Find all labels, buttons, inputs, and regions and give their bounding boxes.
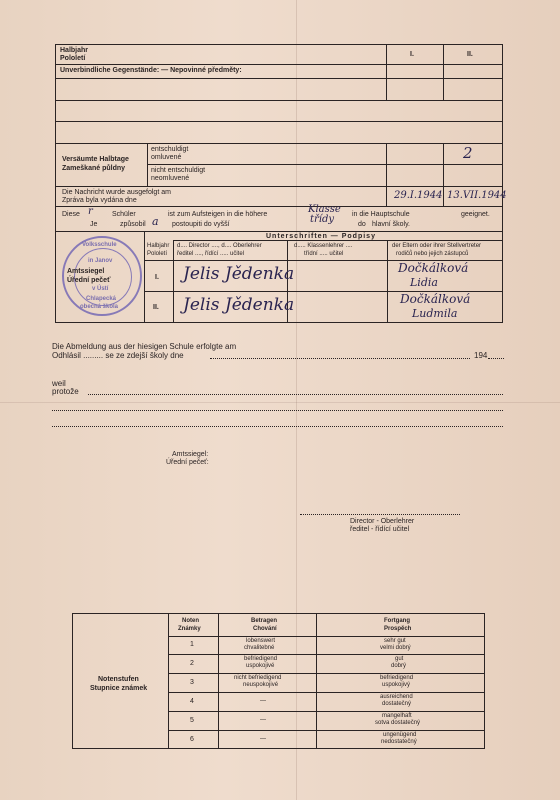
sig-klassen-de: d..... Klassenlehrer .... [294, 243, 353, 249]
grade-number: 6 [190, 736, 194, 743]
betragen-de: — [260, 736, 266, 742]
sig-director-de: d.... Director ...., d.... Oberlehrer [177, 243, 262, 249]
row-line [147, 164, 503, 165]
abmeldung-year-line [488, 358, 504, 359]
stamp-text-bottom1: Chlapecká [86, 296, 117, 302]
nachricht-label-cz: Zpráva byla vydána dne [62, 197, 137, 204]
parent-signature-2b: Ludmila [412, 307, 458, 320]
diese-text-b: Schüler [112, 211, 136, 218]
grades-head-prospech: Prospěch [384, 626, 412, 632]
nicht-entschuldigt-label: nicht entschuldigt [151, 167, 206, 174]
teacher-signature-2: Jelis Jědenka [183, 295, 295, 315]
abmeldung-amtssiegel: Amtssiegel: [172, 451, 209, 458]
je-text-b: způsobil [120, 221, 146, 228]
fortgang-de: gut [395, 656, 404, 662]
betragen-cz: chvalitebné [244, 645, 275, 651]
stamp-text-mid2: v Ústí [92, 286, 109, 292]
stamp-text-mid1: in Janov [88, 258, 113, 264]
fortgang-de: mangelhaft [382, 713, 412, 719]
sig-halbjahr: Halbjahr [147, 243, 170, 249]
stamp-text-top: Volksschule [82, 242, 117, 248]
omluvene-label: omluvené [151, 154, 182, 161]
grade-number: 5 [190, 717, 194, 724]
signatures-title: Unterschriften — Podpisy [266, 233, 376, 240]
abmeldung-line-cz: Odhlásil ......... se ze zdejší školy dne [52, 351, 184, 360]
diese-text-a: Diese [62, 211, 80, 218]
neomluvene-label: neomluvené [151, 175, 190, 182]
reason-line-3 [52, 426, 503, 427]
sig-eltern-cz: rodičů nebo jejich zástupců [396, 251, 469, 257]
betragen-de: befriedigend [244, 656, 278, 662]
abmeldung-line-de: Die Abmeldung aus der hiesigen Schule erfolgte am [52, 342, 237, 351]
protoze-label: protože [52, 387, 79, 396]
betragen-de: nicht befriedigend [234, 675, 282, 681]
je-hand-tridy: třídy [310, 214, 335, 225]
grade-number: 2 [190, 660, 194, 667]
diese-text-d: in die Hauptschule [352, 211, 410, 218]
row-line [55, 143, 503, 144]
unverbindlich-label: Unverbindliche Gegenstände: — Nepovinné předměty: [60, 67, 242, 74]
diese-hand-klasse: Klasse [308, 204, 341, 215]
grades-head-betragen: Betragen [251, 618, 278, 624]
col-i-header: I. [410, 51, 414, 58]
betragen-cz: neuspokojivé [243, 682, 279, 688]
grades-head-noten: Noten [182, 618, 199, 624]
abmeldung-uredni: Úřední pečeť: [166, 459, 209, 466]
diese-text-c: ist zum Aufsteigen in die höhere [168, 211, 268, 218]
grade-number: 4 [190, 698, 194, 705]
sig-pololeti: Pololetí [147, 251, 168, 257]
grades-head-chovani: Chování [253, 626, 277, 632]
je-text-a: Je [90, 221, 98, 228]
grades-row-line [168, 673, 485, 674]
fortgang-cz: dobrý [391, 663, 407, 669]
je-text-e: hlavní školy. [372, 221, 410, 228]
abmeldung-director-cz: ředitel - řídící učitel [350, 526, 410, 533]
row-line [55, 206, 503, 207]
je-text-c: postoupiti do vyšší [172, 221, 230, 228]
sig-col-4 [387, 240, 388, 323]
fortgang-cz: dostatečný [382, 701, 412, 707]
row-line [55, 231, 503, 232]
absence-value: 2 [463, 144, 473, 162]
sig-row-i: I. [155, 274, 159, 281]
nachricht-label-de: Die Nachricht wurde ausgefolgt am [62, 189, 171, 196]
row-line [55, 186, 503, 187]
abmeldung-year: 194 [474, 351, 488, 360]
weil-label: weil [52, 379, 66, 388]
grades-row-line [168, 730, 485, 731]
fortgang-cz: uspokojivý [382, 682, 411, 688]
grade-number: 3 [190, 679, 194, 686]
stamp-text-bottom2: obecná škola [80, 304, 119, 310]
fortgang-cz: nedostatečný [381, 739, 417, 745]
betragen-de: — [260, 698, 266, 704]
col-divider-1 [386, 44, 387, 101]
teacher-signature-1: Jelis Jědenka [183, 264, 295, 284]
grades-col-1 [168, 613, 169, 749]
col-divider-2 [443, 44, 444, 101]
grades-col-3 [316, 613, 317, 749]
betragen-de: — [260, 717, 266, 723]
grade-number: 1 [190, 641, 194, 648]
fortgang-cz: velmi dobrý [380, 645, 411, 651]
row-line [55, 64, 503, 65]
betragen-de: lobenswert [246, 638, 276, 644]
col-divider-4 [443, 143, 444, 206]
director-sign-line [300, 514, 460, 515]
row-line [173, 240, 503, 241]
sig-col-2 [173, 240, 174, 323]
fortgang-de: befriedigend [380, 675, 414, 681]
row-line [55, 100, 503, 101]
abmeldung-director-de: Director - Oberlehrer [350, 518, 415, 525]
sig-eltern-de: der Eltern oder ihrer Stellvertreter [392, 243, 482, 249]
diese-hand-r: r [88, 206, 93, 217]
row-line [55, 78, 503, 79]
col-ii-header: II. [467, 51, 473, 58]
je-hand-a: a [152, 215, 159, 228]
sig-col-1 [144, 231, 145, 323]
entschuldigt-label: entschuldigt [151, 146, 189, 153]
grades-label-cz: Stupnice známek [90, 685, 148, 692]
fortgang-cz: sotva dostatečný [375, 720, 421, 726]
halbjahr-label: Halbjahr [60, 47, 89, 54]
row-line [55, 121, 503, 122]
grades-col-2 [218, 613, 219, 749]
amtssiegel-label: Amtssiegel [67, 268, 105, 275]
versaeumte-label: Versäumte Halbtage [62, 156, 129, 163]
reason-line-2 [52, 410, 503, 411]
grades-row-line [168, 636, 485, 637]
grades-head-fortgang: Fortgang [384, 618, 410, 624]
sig-director-cz: ředitel ...., řídící ..... učitel [177, 251, 245, 257]
fortgang-de: ausreichend [380, 694, 413, 700]
parent-signature-2a: Dočkálková [400, 292, 471, 306]
diese-text-e: geeignet. [461, 211, 490, 218]
parent-signature-1a: Dočkálková [398, 261, 469, 275]
parent-signature-1b: Lidia [410, 276, 438, 289]
reason-line-1 [88, 394, 503, 395]
sig-row-ii: II. [153, 304, 159, 311]
abmeldung-date-line [210, 358, 470, 359]
uredni-pecet-label: Úřední pečeť [67, 277, 111, 284]
je-text-d: do [358, 221, 366, 228]
sig-klassen-cz: třídní ..... učitel [304, 251, 344, 257]
grades-row-line [168, 654, 485, 655]
betragen-cz: uspokojivé [246, 663, 275, 669]
grades-row-line [168, 692, 485, 693]
grades-row-line [168, 711, 485, 712]
grades-label-de: Notenstufen [98, 676, 139, 683]
fortgang-de: sehr gut [384, 638, 406, 644]
school-stamp [62, 236, 142, 316]
col-divider-3 [386, 143, 387, 206]
zameskane-label: Zameškané půldny [62, 165, 126, 172]
fortgang-de: ungenügend [383, 732, 417, 738]
grades-head-znamky: Známky [178, 626, 201, 632]
fold-line-horizontal [0, 402, 560, 403]
date-first-term: 29.I.1944 [394, 190, 443, 201]
pololeti-label: Pololetí [60, 55, 86, 62]
date-second-term: 13.VII.1944 [447, 190, 507, 201]
